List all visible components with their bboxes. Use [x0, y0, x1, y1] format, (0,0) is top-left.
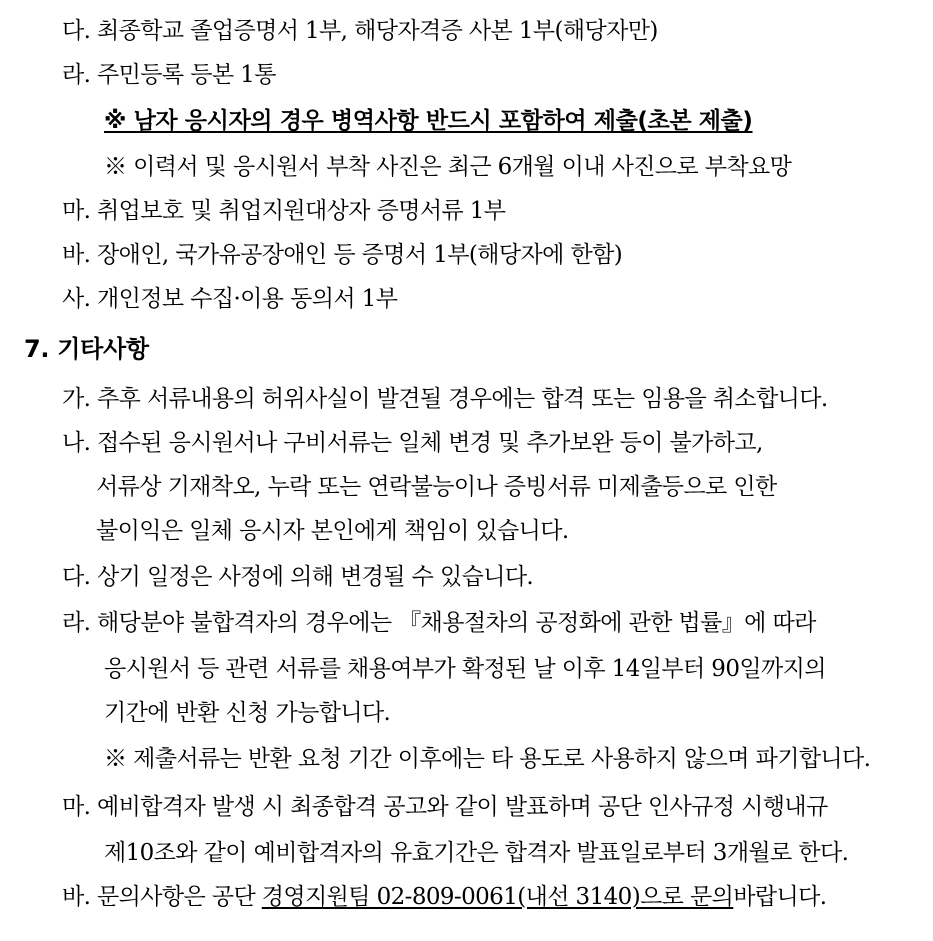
- notice-item: 마. 예비합격자 발생 시 최종합격 공고와 같이 발표하며 공단 인사규정 시행내규: [62, 794, 828, 820]
- notice-item: 라. 해당분야 불합격자의 경우에는 『채용절차의 공정화에 관한 법률』에 따라: [62, 610, 816, 636]
- notice-item-continued: 불이익은 일체 응시자 본인에게 책임이 있습니다.: [96, 518, 569, 544]
- notice-item-continued: 기간에 반환 신청 가능합니다.: [104, 700, 391, 726]
- military-note: ※ 남자 응시자의 경우 병역사항 반드시 포함하여 제출(초본 제출): [104, 108, 753, 134]
- contact-item: [62, 882, 826, 912]
- doc-list-item: 라. 주민등록 등본 1통: [62, 62, 276, 88]
- doc-list-item: 마. 취업보호 및 취업지원대상자 증명서류 1부: [62, 198, 506, 224]
- notice-item-continued: 서류상 기재착오, 누락 또는 연락불능이나 증빙서류 미제출등으로 인한: [96, 474, 777, 500]
- contact-info: 경영지원팀 02-809-0061(내선 3140)으로 문의: [261, 884, 734, 910]
- contact-prefix: 바. 문의사항은 공단: [62, 884, 262, 910]
- photo-note: ※ 이력서 및 응시원서 부착 사진은 최근 6개월 이내 사진으로 부착요망: [104, 154, 792, 180]
- notice-item: 가. 추후 서류내용의 허위사실이 발견될 경우에는 합격 또는 임용을 취소합니다.: [62, 386, 828, 412]
- return-note: ※ 제출서류는 반환 요청 기간 이후에는 타 용도로 사용하지 않으며 파기합니다.: [104, 746, 871, 772]
- section-heading: 7. 기타사항: [24, 335, 149, 363]
- notice-item: 나. 접수된 응시원서나 구비서류는 일체 변경 및 추가보완 등이 불가하고,: [62, 430, 763, 456]
- doc-list-item: 바. 장애인, 국가유공장애인 등 증명서 1부(해당자에 한함): [62, 242, 623, 268]
- notice-item-continued: 응시원서 등 관련 서류를 채용여부가 확정된 날 이후 14일부터 90일까지의: [104, 656, 826, 682]
- contact-suffix: 바랍니다.: [733, 884, 827, 910]
- doc-list-item: 다. 최종학교 졸업증명서 1부, 해당자격증 사본 1부(해당자만): [62, 18, 658, 44]
- notice-item: 다. 상기 일정은 사정에 의해 변경될 수 있습니다.: [62, 564, 534, 590]
- notice-item-continued: 제10조와 같이 예비합격자의 유효기간은 합격자 발표일로부터 3개월로 한다.: [104, 840, 849, 866]
- doc-list-item: 사. 개인정보 수집·이용 동의서 1부: [62, 286, 398, 312]
